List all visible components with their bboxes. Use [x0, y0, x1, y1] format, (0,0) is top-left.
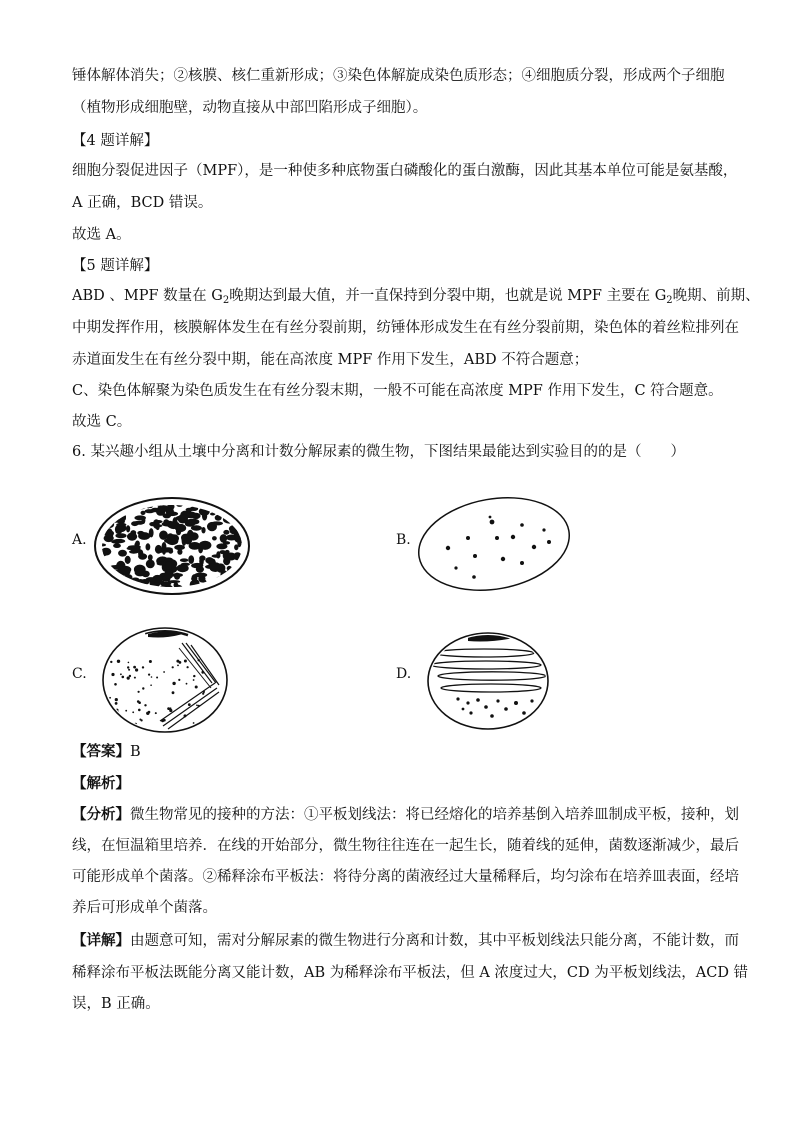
text-line: 养后可形成单个菌落。	[72, 900, 217, 916]
text-line: 赤道面发生在有丝分裂中期，能在高浓度 MPF 作用下发生，ABD 不符合题意；	[72, 352, 589, 368]
answer-line	[72, 742, 141, 762]
text-line: 误，B 正确。	[72, 996, 160, 1012]
text-line: 故选 C。	[72, 414, 132, 430]
analysis-label: 【解析】	[72, 775, 130, 792]
option-c-label: C.	[72, 666, 87, 682]
text-line: A 正确，BCD 错误。	[72, 195, 213, 211]
text-line: 锤体解体消失；②核膜、核仁重新形成；③染色体解旋成染色质形态；④细胞质分裂，形成两个子细胞	[72, 68, 725, 84]
detail-paragraph: 【详解】由题意可知，需对分解尿素的微生物进行分离和计数，其中平板划线法只能分离，不能计数，而	[72, 932, 739, 949]
petri-dish-d-image	[426, 631, 551, 731]
petri-dish-c-image	[100, 625, 230, 735]
section-heading-5: 【5 题详解】	[72, 258, 159, 274]
answer-label: 【答案】	[72, 743, 130, 760]
option-a-label: A.	[72, 532, 87, 548]
option-d-label: D.	[396, 666, 412, 682]
text-line: C、染色体解聚为染色质发生在有丝分裂末期，一般不可能在高浓度 MPF 作用下发生，C 符合题意。	[72, 383, 723, 399]
petri-dish-b-image	[414, 490, 576, 594]
petri-dish-a-image	[92, 494, 254, 598]
text-line: 稀释涂布平板法既能分离又能计数，AB 为稀释涂布平板法，但 A 浓度过大，CD 为平板划线法，ACD 错	[72, 965, 749, 981]
option-b-label: B.	[396, 532, 411, 548]
text-line: 故选 A。	[72, 227, 131, 243]
question-6: 6. 某兴趣小组从土壤中分离和计数分解尿素的微生物，下图结果最能达到实验目的的是（ ）	[72, 444, 685, 460]
section-heading-4: 【4 题详解】	[72, 133, 159, 149]
text-line: 线，在恒温箱里培养．在线的开始部分，微生物往往连在一起生长，随着线的延伸，菌数逐渐减少，最后	[72, 838, 739, 854]
answer-value: B	[130, 744, 141, 760]
text-line: 中期发挥作用，核膜解体发生在有丝分裂前期，纺锤体形成发生在有丝分裂前期，染色体的着丝粒排列在	[72, 320, 739, 336]
text-line: 可能形成单个菌落。②稀释涂布平板法：将待分离的菌液经过大量稀释后，均匀涂布在培养皿表面，经培	[72, 869, 739, 885]
text-line: （植物形成细胞壁，动物直接从中部凹陷形成子细胞）。	[72, 100, 428, 116]
text-line: ABD 、MPF 数量在 $G_2$晚期达到最大值，并一直保持到分裂中期，也就是说 MPF 主要在 $G_2$晚期、前期、	[72, 288, 760, 306]
text-line: 细胞分裂促进因子（MPF），是一种使多种底物蛋白磷酸化的蛋白激酶，因此其基本单位可能是氨基酸，	[72, 163, 738, 179]
analysis-paragraph: 【分析】微生物常见的接种的方法：①平板划线法：将已经熔化的培养基倒入培养皿制成平板，接种，划	[72, 806, 739, 823]
